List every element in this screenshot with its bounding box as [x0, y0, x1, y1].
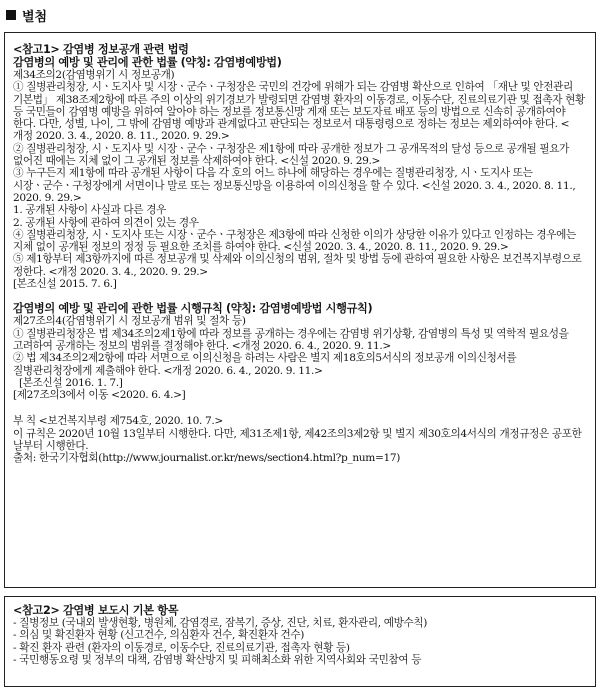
reference-box-2	[4, 596, 596, 687]
rule-move-note: [제27조의3에서 이동 <2020. 6. 4.>]	[13, 389, 186, 402]
supplementary-body: 이 규칙은 2020년 10월 13일부터 시행한다. 다만, 제31조제1항, 제42조의3제2항 및 별지 제30호의4서식의 개정규정은 공포한 날부터 시행한다.	[13, 427, 582, 453]
list-item: - 국민행동요령 및 정부의 대책, 감염병 확산방지 및 피해최소화 위한 지역사회와 국민참여 등	[13, 654, 422, 667]
article-heading: 제34조의2(감염병위기 시 정보공개)	[13, 69, 175, 81]
rule-article-heading: 제27조의4(감염병위기 시 정보공개 범위 및 절차 등)	[13, 315, 246, 328]
ref1-label: <참고1> 감염병 정보공개 관련 법령	[13, 43, 189, 56]
new-article-note: [본조신설 2015. 7. 6.]	[13, 278, 117, 291]
list-item: 1. 공개된 사항이 사실과 다른 경우	[13, 204, 166, 217]
ref2-label: <참고2> 감염병 보도시 기본 항목	[13, 604, 179, 617]
paragraph-3: ③ 누구든지 제1항에 따라 공개된 사항이 다음 각 호의 어느 하나에 해당하는 경우에는 질병관리청장, 시ㆍ도지사 또는 시장ㆍ군수ㆍ구청장에게 서면이나 말로 또는 정보통신망을 이용하여 이의신청을 할 수 있다. <신설 2020. 3. 4., 2020. 8. 11., 2020. 9. 29.>	[13, 167, 576, 204]
list-item: - 질병정보 (국내외 발생현황, 병원체, 감염경로, 잠복기, 증상, 진단, 치료, 환자관리, 예방수칙)	[13, 617, 428, 629]
paragraph-2: ② 질병관리청장, 시ㆍ도지사 및 시장ㆍ군수ㆍ구청장은 제1항에 따라 공개한 정보가 그 공개목적의 달성 등으로 공개될 필요가 없어진 때에는 지체 없이 그 공개된 정보를 삭제하여야 한다. <신설 2020. 9. 29.>	[13, 142, 570, 168]
basic-items-list	[13, 617, 587, 667]
paragraph-1: ① 질병관리청장, 시ㆍ도지사 및 시장ㆍ군수ㆍ구청장은 국민의 건강에 위해가 되는 감염병 확산으로 인하여 「재난 및 안전관리 기본법」 제38조제2항에 따른 주의 이상의 위기경보가 발령되면 감염병 환자의 이동경로, 이동수단, 진료의료기관 및 접촉자 현황 등 국민들이 감염병 예방을 위하여 알아야 하는 정보를 정보통신망 게재 또는 보도자료 배포 등의 방법으로 신속히 공개하여야 한다. 다만, 성별, 나이, 그 밖에 감염병 예방과 관계없다고 판단되는 정보로서 대통령령으로 정하는 정보는 제외하여야 한다. <개정 2020. 3. 4., 2020. 8. 11., 2020. 9. 29.>	[13, 81, 585, 143]
rule-paragraph-2: ② 법 제34조의2제2항에 따라 서면으로 이의신청을 하려는 사람은 별지 제18호의5서식의 정보공개 이의신청서를 질병관리청장에게 제출해야 한다. <개정 2020. 6. 4., 2020. 9. 11.>	[13, 352, 517, 377]
rule-title: 감염병의 예방 및 관리에 관한 법률 시행규칙 (약칭: 감염병예방법 시행규칙)	[13, 302, 373, 316]
paragraph-4: ④ 질병관리청장, 시ㆍ도지사 또는 시장ㆍ군수ㆍ구청장은 제3항에 따라 신청한 이의가 상당한 이유가 있다고 인정하는 경우에는 지체 없이 공개된 정보의 정정 등 필요한 조치를 하여야 한다. <신설 2020. 3. 4., 2020. 8. 11., 2020. 9. 29.>	[13, 228, 576, 254]
supplementary-heading: 부 칙 <보건복지부령 제754호, 2020. 10. 7.>	[13, 415, 223, 428]
list-item: 2. 공개된 사항에 관하여 의견이 있는 경우	[13, 216, 199, 229]
page-title: 별첨	[22, 9, 48, 25]
reference-box-1	[4, 32, 596, 588]
list-item: - 확진 환자 관련 (환자의 이동경로, 이동수단, 진료의료기관, 접촉자 현황 등)	[13, 641, 350, 654]
source-note: 출처: 한국기자협회(http://www.journalist.or.kr/news/section4.html?p_num=17)	[13, 452, 401, 465]
rule-new-note: [본조신설 2016. 1. 7.]	[19, 376, 123, 389]
list-item: - 의심 및 확진환자 현황 (신고건수, 의심환자 건수, 확진환자 건수)	[13, 629, 305, 642]
rule-paragraph-1: ① 질병관리청장은 법 제34조의2제1항에 따라 정보를 공개하는 경우에는 감염병 위기상황, 감염병의 특성 및 역학적 필요성을 고려하여 공개하는 정보의 범위를 결정해야 한다. <개정 2020. 6. 4., 2020. 9. 11.>	[13, 327, 569, 352]
square-bullet-icon	[6, 10, 16, 20]
paragraph-5: ⑤ 제1항부터 제3항까지에 따른 정보공개 및 삭제와 이의신청의 범위, 절차 및 방법 등에 관하여 필요한 사항은 보건복지부령으로 정한다. <개정 2020. 3. 4., 2020. 9. 29.>	[13, 253, 582, 278]
page-header	[6, 4, 47, 26]
law-title: 감염병의 예방 및 관리에 관한 법률 (약칭: 감염병예방법)	[13, 56, 282, 69]
